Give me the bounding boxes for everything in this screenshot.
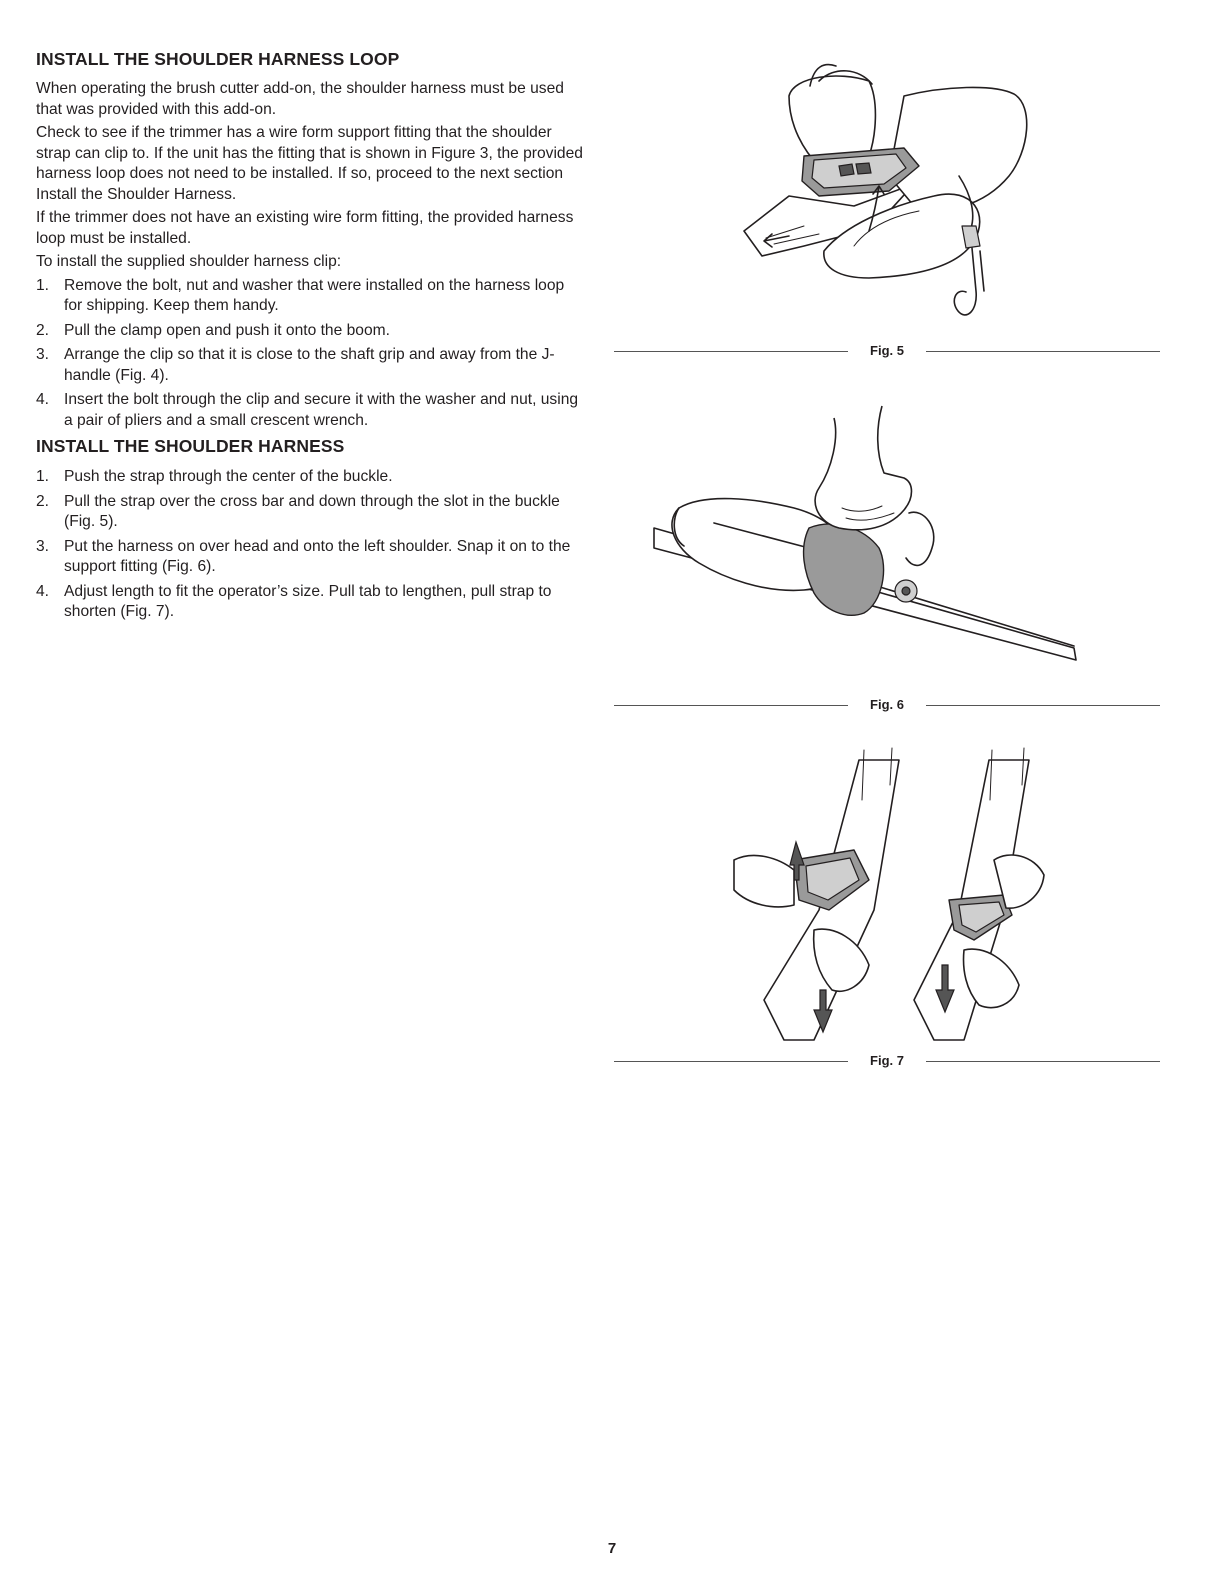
step-text: Pull the strap over the cross bar and down through the slot in the buckle (Fig. 5). <box>64 492 560 530</box>
heading-install-harness-loop: INSTALL THE SHOULDER HARNESS LOOP <box>36 49 400 69</box>
step-number: 3. <box>36 537 50 555</box>
figure-7 <box>614 740 1160 1076</box>
list-item <box>36 390 584 431</box>
figure-7-caption: Fig. 7 <box>870 1053 904 1068</box>
paragraph: When operating the brush cutter add-on, the shoulder harness must be used that was provided with this add-on. <box>36 80 564 118</box>
left-text-column <box>36 48 584 627</box>
figure-6-caption-rule <box>614 698 1160 712</box>
step-number: 1. <box>36 468 50 485</box>
step-number: 4. <box>36 582 50 600</box>
heading-install-harness: INSTALL THE SHOULDER HARNESS <box>36 436 345 456</box>
harness-install-steps <box>36 467 584 623</box>
strap-buckle-illustration <box>614 56 1160 346</box>
list-item <box>36 276 584 317</box>
step-text: Insert the bolt through the clip and secure it with the washer and nut, using a pair of pliers and a small crescent wrench. <box>64 391 579 429</box>
step-text: Put the harness on over head and onto the left shoulder. Snap it on to the support fitting (Fig. 6). <box>64 537 571 575</box>
list-item <box>36 345 584 386</box>
step-number: 2. <box>36 321 50 339</box>
figure-6-caption: Fig. 6 <box>870 697 904 712</box>
step-text: Push the strap through the center of the buckle. <box>64 468 393 485</box>
figure-5-caption: Fig. 5 <box>870 343 904 358</box>
list-item <box>36 537 584 578</box>
caption-rule-right <box>926 705 1160 706</box>
paragraph: Check to see if the trimmer has a wire form support fitting that the shoulder strap can clip to. If the unit has the fitting that is shown in Figure 3, the provided harness loop does not need to be installed. If so, proceed to the next section Install the Shoulder Harness. <box>36 124 583 203</box>
figure-6 <box>614 398 1160 718</box>
loop-install-steps <box>36 276 584 432</box>
caption-rule-left <box>614 1061 848 1062</box>
page-number: 7 <box>607 1540 617 1557</box>
figure-7-caption-rule <box>614 1054 1160 1068</box>
list-item <box>36 467 584 488</box>
list-item <box>36 492 584 533</box>
list-item <box>36 582 584 623</box>
list-item <box>36 321 584 342</box>
step-text: Adjust length to fit the operator’s size. Pull tab to lengthen, pull strap to shorten (Fig. 7). <box>64 582 552 620</box>
step-text: Pull the clamp open and push it onto the boom. <box>64 321 390 339</box>
support-fitting-illustration <box>614 398 1160 698</box>
step-number: 3. <box>36 346 50 363</box>
caption-rule-right <box>926 351 1160 352</box>
step-number: 4. <box>36 391 50 408</box>
paragraph: If the trimmer does not have an existing wire form fitting, the provided harness loop must be installed. <box>36 209 574 247</box>
step-text: Arrange the clip so that it is close to the shaft grip and away from the J-handle (Fig. 4). <box>64 346 555 384</box>
step-number: 2. <box>36 492 50 510</box>
step-number: 1. <box>36 276 50 294</box>
length-adjustment-illustration <box>614 740 1160 1055</box>
figure-5-caption-rule <box>614 344 1160 358</box>
figure-5 <box>614 56 1160 366</box>
caption-rule-left <box>614 705 848 706</box>
caption-rule-left <box>614 351 848 352</box>
paragraph: To install the supplied shoulder harness clip: <box>36 253 342 270</box>
caption-rule-right <box>926 1061 1160 1062</box>
step-text: Remove the bolt, nut and washer that were installed on the harness loop for shipping. Keep them handy. <box>64 276 565 314</box>
